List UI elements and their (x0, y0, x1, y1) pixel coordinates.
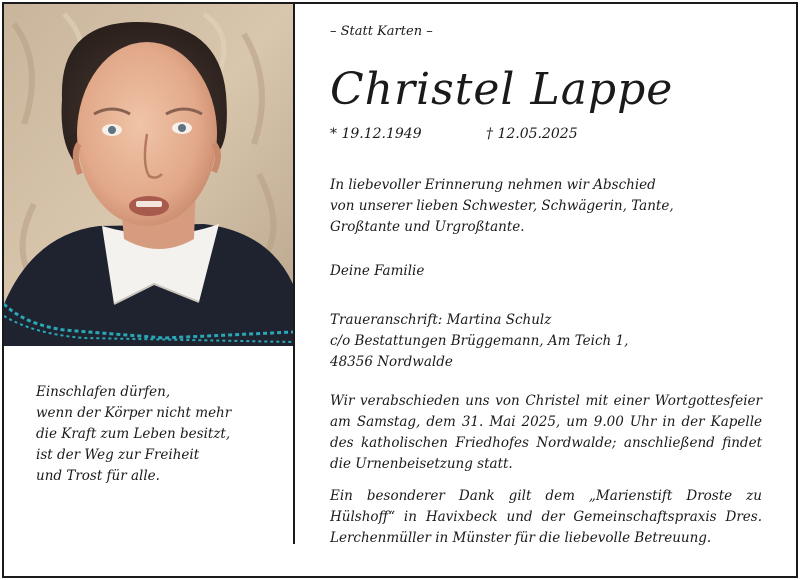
birth-date: * 19.12.1949 (330, 126, 422, 142)
service-details: Wir verabschieden uns von Christel mit einer Wortgottesfeier am Samstag, dem 31. Mai 2025, um 9.00 Uhr in der Kapelle des katholischen Friedhofes Nordwalde; anschließend findet die Urnenbeisetzung statt. (330, 393, 762, 472)
left-column (4, 4, 293, 576)
column-divider (293, 4, 295, 544)
portrait-photo (4, 4, 293, 346)
family-signature: Deine Familie (330, 263, 425, 279)
mourning-address: Traueranschrift: Martina Schulz c/o Bestattungen Brüggemann, Am Teich 1, 48356 Nordwalde (330, 312, 629, 370)
statt-karten-label: – Statt Karten – (330, 24, 433, 39)
death-date: † 12.05.2025 (486, 126, 578, 142)
deceased-name: Christel Lappe (330, 64, 674, 115)
thanks-text: Ein besonderer Dank gilt dem „Marienstift Droste zu Hülshoff“ in Havixbeck und der Gemeinschaftspraxis Dres. Lerchenmüller in Münster für die liebevolle Betreuung. (330, 488, 762, 546)
announcement-text: In liebevoller Erinnerung nehmen wir Abschied von unserer lieben Schwester, Schwägerin, Tante, Großtante und Urgroßtante. (330, 177, 674, 235)
obituary-card (2, 2, 798, 578)
poem-text: Einschlafen dürfen, wenn der Körper nicht mehr die Kraft zum Leben besitzt, ist der Weg zur Freiheit und Trost für alle. (36, 384, 232, 484)
